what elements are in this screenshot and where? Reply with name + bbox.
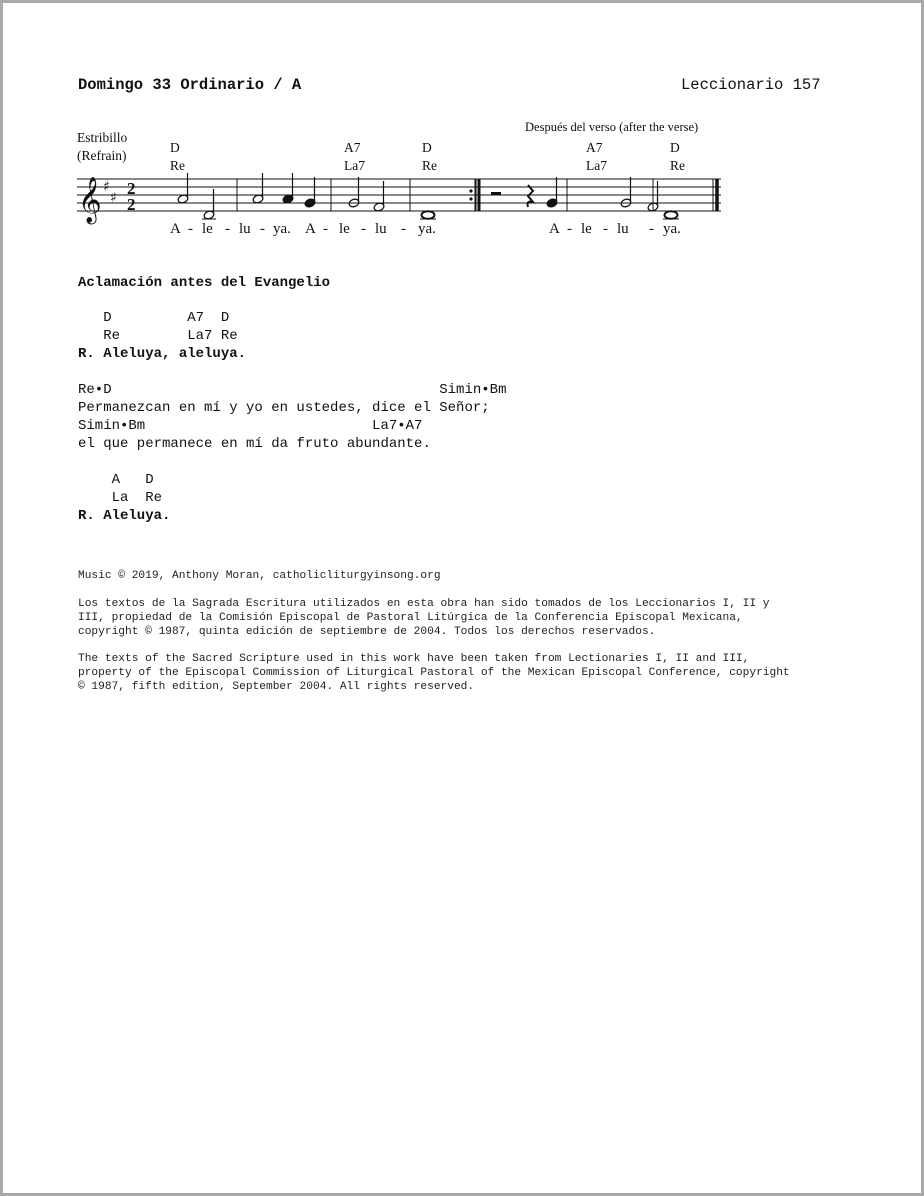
chord-line: A D (78, 472, 154, 488)
copyright-line-es: III, propiedad de la Comisión Episcopal de Pastoral Litúrgica de la Conferencia Episcopal Mexicana, (78, 612, 743, 624)
score-chord-en: A7 (586, 140, 603, 155)
score-lyric: - (188, 221, 193, 237)
score-chord-es: Re (170, 158, 185, 173)
page-title: Domingo 33 Ordinario / A (78, 76, 302, 94)
time-signature-bottom: 2 (127, 195, 136, 214)
copyright-line-en: The texts of the Sacred Scripture used in this work have been taken from Lectionaries I, II and III, (78, 653, 750, 665)
score-lyric: - (323, 221, 328, 237)
score-lyric: ya. (273, 221, 291, 237)
score-lyric: - (603, 221, 608, 237)
score-lyric: - (567, 221, 572, 237)
copyright-line-en: property of the Episcopal Commission of Liturgical Pastoral of the Mexican Episcopal Conference, copyright (78, 667, 790, 679)
response-text: R. Aleluya. (78, 508, 171, 524)
half-rest-icon (491, 192, 501, 196)
music-credit: Music © 2019, Anthony Moran, catholicliturgyinsong.org (78, 570, 441, 582)
section-heading: Aclamación antes del Evangelio (78, 275, 331, 291)
score-lyric: le (581, 221, 592, 237)
score-chord-es: Re (670, 158, 685, 173)
chord-line: D A7 D (78, 310, 230, 326)
score-chord-en: D (670, 140, 680, 155)
score-chord-en: D (170, 140, 180, 155)
time-signature-top: 2 (127, 179, 136, 198)
sharp-icon: ♯ (110, 190, 117, 206)
quarter-rest-icon (528, 185, 533, 207)
copyright-line-es: Los textos de la Sagrada Escritura utilizados en esta obra han sido tomados de los Leccionarios I, II y (78, 598, 770, 610)
score-lyric: le (339, 221, 350, 237)
after-verse-label: Después del verso (after the verse) (525, 120, 699, 134)
score-lyric: ya. (418, 221, 436, 237)
score-chord-es: Re (422, 158, 437, 173)
refrain-label: Estribillo (77, 130, 128, 145)
chord-line: Re•D Simin•Bm (78, 382, 507, 398)
lectionary-number: Leccionario 157 (681, 76, 821, 94)
score-lyric: - (225, 221, 230, 237)
score-lyric: - (361, 221, 366, 237)
sharp-icon: ♯ (103, 179, 110, 195)
treble-clef-icon: 𝄞 (78, 177, 102, 223)
verse-text: Permanezcan en mí y yo en ustedes, dice el Señor; (78, 400, 490, 416)
refrain-label-en: (Refrain) (77, 148, 127, 163)
score-lyric: ya. (663, 221, 681, 237)
score-lyric: - (260, 221, 265, 237)
score-lyric: A (305, 221, 316, 237)
score-lyric: A (549, 221, 560, 237)
score-lyric: le (202, 221, 213, 237)
score-lyric: lu (375, 221, 387, 237)
score-lyric: lu (239, 221, 251, 237)
score-lyric: lu (617, 221, 629, 237)
score-chord-en: A7 (344, 140, 361, 155)
score-chord-es: La7 (344, 158, 365, 173)
music-staff (73, 163, 733, 228)
score-chord-en: D (422, 140, 432, 155)
chord-line: Re La7 Re (78, 328, 238, 344)
score-lyric: A (170, 221, 181, 237)
copyright-line-es: copyright © 1987, quinta edición de septiembre de 2004. Todos los derechos reservados. (78, 626, 656, 638)
score-chord-es: La7 (586, 158, 607, 173)
score-lyric: - (401, 221, 406, 237)
chord-line: La Re (78, 490, 163, 506)
response-text: R. Aleluya, aleluya. (78, 346, 247, 362)
score-lyric: - (649, 221, 654, 237)
copyright-line-en: © 1987, fifth edition, September 2004. All rights reserved. (78, 681, 475, 693)
verse-text: el que permanece en mí da fruto abundante. (78, 436, 431, 452)
chord-line: Simin•Bm La7•A7 (78, 418, 423, 434)
